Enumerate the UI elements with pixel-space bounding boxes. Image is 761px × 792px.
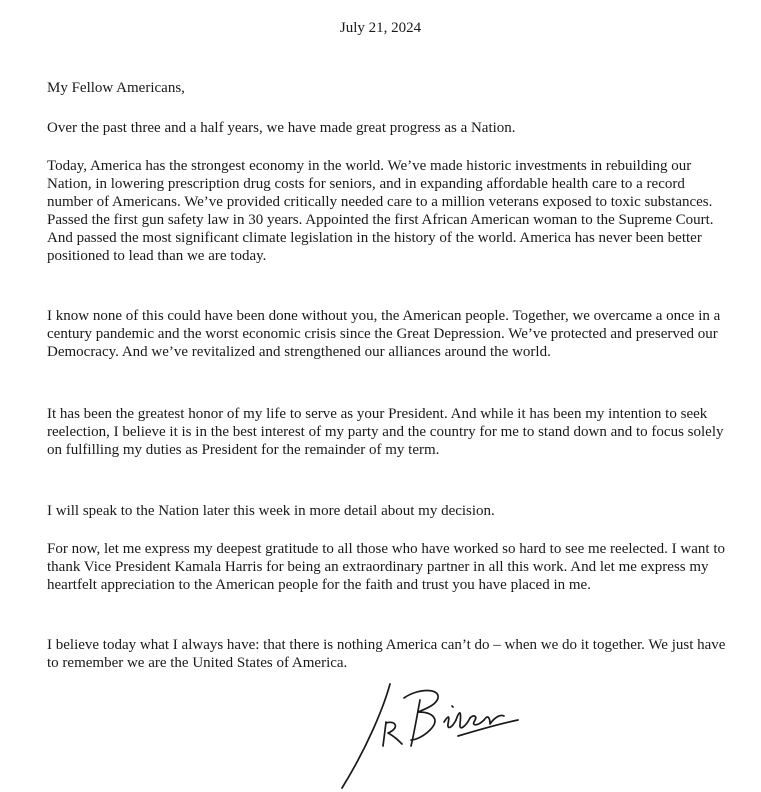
paragraph-speak-to-nation: I will speak to the Nation later this week in more detail about my decision. <box>47 503 495 519</box>
handwritten-signature <box>318 676 568 792</box>
paragraph-gratitude: For now, let me express my deepest gratitude to all those who have worked so hard to see me reelected. I want to thank Vice President Kamala Harris for being an extraordinary partner in all this work. And let me express my heartfelt appreciation to the American people for the faith and trust you have placed in me. <box>47 541 725 593</box>
paragraph-progress: Over the past three and a half years, we have made great progress as a Nation. <box>47 120 516 136</box>
paragraph-closing: I believe today what I always have: that there is nothing America can’t do – when we do it together. We just have to remember we are the United States of America. <box>47 637 726 671</box>
paragraph-american-people: I know none of this could have been done without you, the American people. Together, we overcame a once in a century pandemic and the worst economic crisis since the Great Depression. We’ve protected and preserved our Democracy. And we’ve revitalized and strengthened our alliances around the world. <box>47 308 721 360</box>
letter-date: July 21, 2024 <box>339 20 422 36</box>
salutation: My Fellow Americans, <box>47 80 185 96</box>
paragraph-decision: It has been the greatest honor of my life to serve as your President. And while it has been my intention to seek reelection, I believe it is in the best interest of my party and the country for me to stand down and to focus solely on fulfilling my duties as President for the remainder of my term. <box>47 406 724 458</box>
paragraph-accomplishments: Today, America has the strongest economy in the world. We’ve made historic investments in rebuilding our Nation, in lowering prescription drug costs for seniors, and in expanding affordable health care to a record number of Americans. We’ve provided critically needed care to a million veterans exposed to toxic substances. Passed the first gun safety law in 30 years. Appointed the first African American woman to the Supreme Court. And passed the most significant climate legislation in the history of the world. America has never been better positioned to lead than we are today. <box>47 158 714 264</box>
